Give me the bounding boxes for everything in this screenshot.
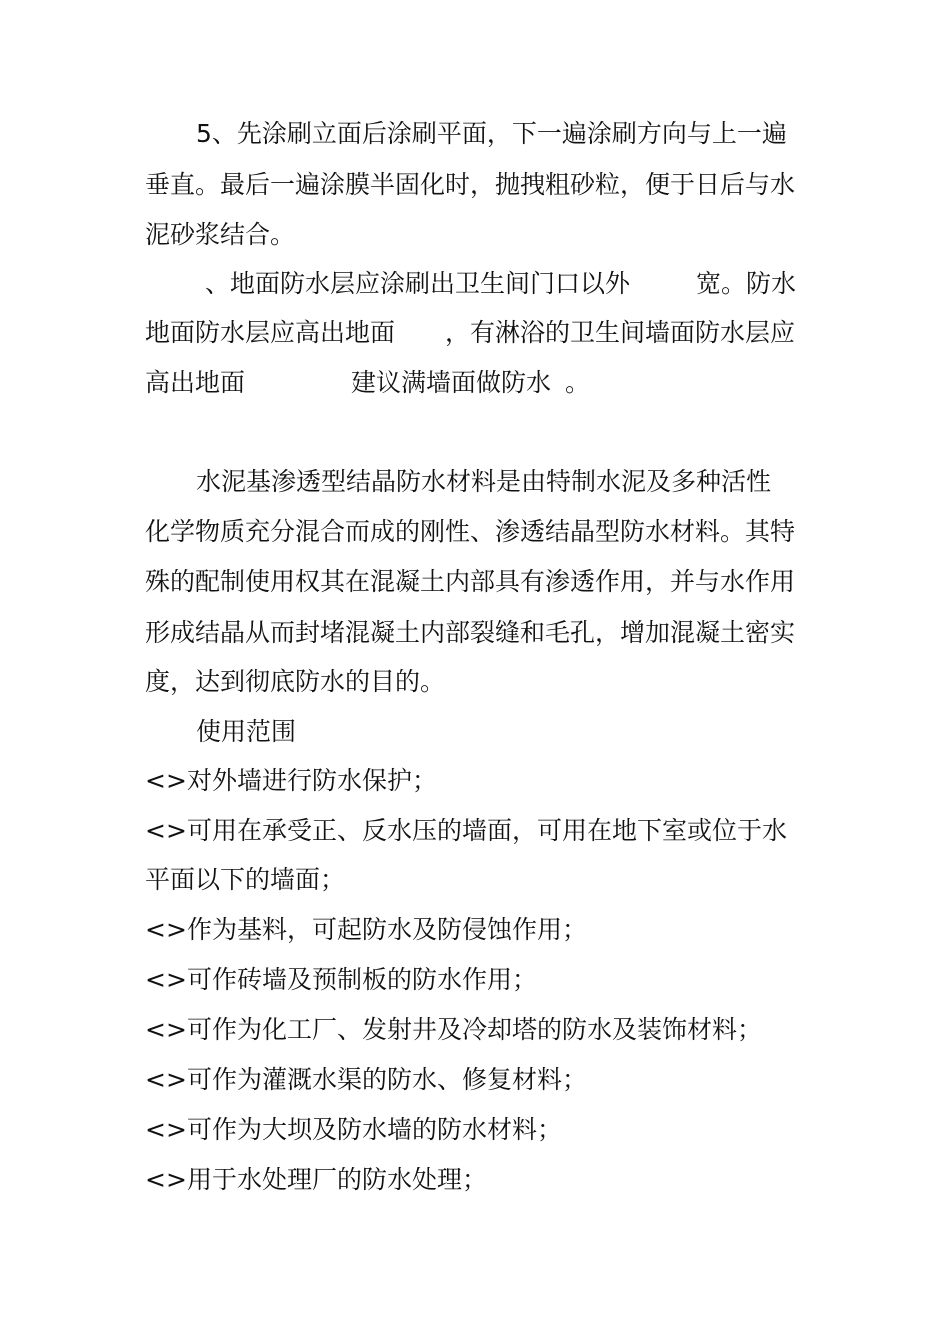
text-segment: 高出地面 (145, 368, 246, 397)
bullet-marker: <> (145, 1015, 187, 1044)
text-segment: ，有淋浴的卫生间墙面防水层应 (445, 318, 796, 347)
list-item-text: 可作为大坝及防水墙的防水材料； (187, 1115, 563, 1144)
list-item-continuation: 平面以下的墙面； (145, 865, 346, 894)
text-segment: 地面防水层应高出地面 (145, 318, 396, 347)
list-item-text: 可作为灌溉水渠的防水、修复材料； (187, 1065, 588, 1094)
bullet-marker: <> (145, 1115, 187, 1144)
list-item (145, 1064, 810, 1096)
paragraph-line: 殊的配制使用权其在混凝土内部具有渗透作用，并与水作用 (145, 567, 796, 596)
text-segment: 。 (565, 368, 591, 397)
paragraph-line: 垂直。最后一遍涂膜半固化时，抛拽粗砂粒，便于日后与水 (145, 170, 796, 199)
list-item (145, 1164, 810, 1196)
paragraph-line: 5、先涂刷立面后涂刷平面，下一遍涂刷方向与上一遍 (196, 119, 787, 148)
bullet-marker: <> (145, 965, 187, 994)
usage-heading: 使用范围 (196, 717, 297, 746)
list-item-text: 可作砖墙及预制板的防水作用； (187, 965, 538, 994)
bullet-marker: <> (145, 1065, 187, 1094)
list-item-text: 用于水处理厂的防水处理； (187, 1165, 488, 1194)
list-item-text: 可用在承受正、反水压的墙面，可用在地下室或位于水 (187, 816, 788, 845)
bullet-marker: <> (145, 915, 187, 944)
list-item (145, 964, 810, 996)
list-item-text: 作为基料，可起防水及防侵蚀作用； (187, 915, 588, 944)
list-item (145, 1114, 810, 1146)
bullet-marker: <> (145, 766, 187, 795)
paragraph-line: 形成结晶从而封堵混凝土内部裂缝和毛孔，增加混凝土密实 (145, 618, 796, 647)
list-item-text: 对外墙进行防水保护； (187, 766, 438, 795)
list-item-text: 可作为化工厂、发射井及冷却塔的防水及装饰材料； (187, 1015, 763, 1044)
text-segment: 、地面防水层应涂刷出卫生间门口以外 (205, 269, 631, 298)
paragraph-line (205, 268, 870, 300)
paragraph-line (145, 317, 810, 349)
list-item (145, 914, 810, 946)
paragraph-line (145, 367, 810, 399)
paragraph-line: 水泥基渗透型结晶防水材料是由特制水泥及多种活性 (196, 467, 772, 496)
list-item (145, 1014, 810, 1046)
list-item (145, 765, 810, 797)
paragraph-line: 泥砂浆结合。 (145, 220, 296, 249)
text-segment: 宽。防水 (696, 269, 797, 298)
text-segment: 建议满墙面做防水 (351, 368, 552, 397)
list-item (145, 815, 810, 847)
paragraph-line: 度，达到彻底防水的目的。 (145, 667, 446, 696)
bullet-marker: <> (145, 816, 187, 845)
paragraph-line: 化学物质充分混合而成的刚性、渗透结晶型防水材料。其特 (145, 517, 796, 546)
bullet-marker: <> (145, 1165, 187, 1194)
